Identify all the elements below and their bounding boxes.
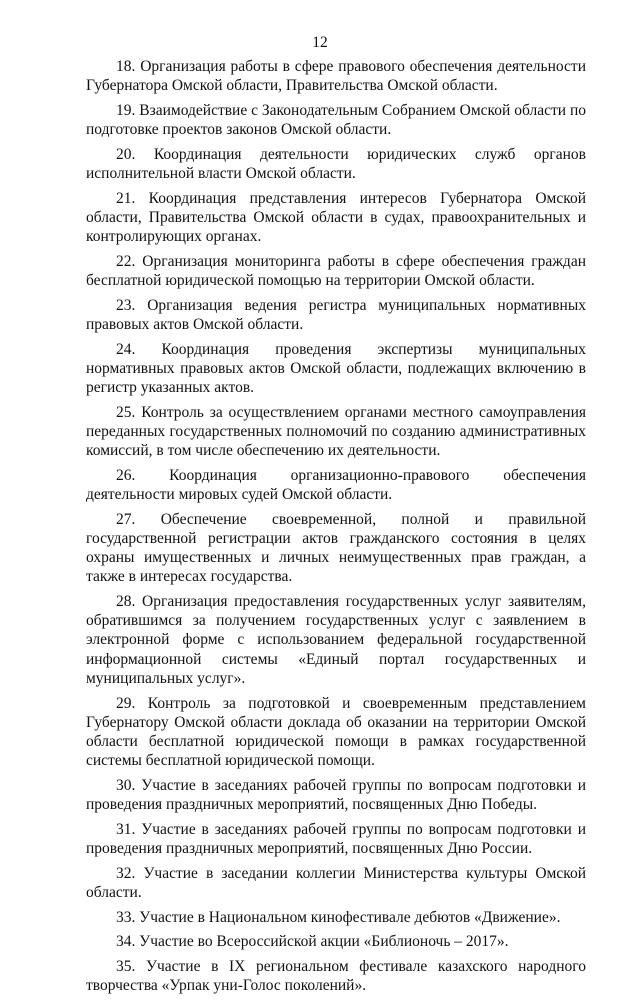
list-item: 34. Участие во Всероссийской акции «Библионочь – 2017». [116,933,509,951]
list-item: 35. Участие в IX региональном фестивале казахского народного творчества «Урпак уни-Голос поколений». [86,958,586,995]
list-item: 26. Координация организационно-правового обеспечения деятельности мировых судей Омской области. [86,466,586,504]
list-item: 28. Организация предоставления государственных услуг заявителям, обратившимся за получением государственных услуг с заявлением в электронной форме с использованием федеральной государственной информационной системы «Единый портал государственных и муниципальных услуг». [86,593,586,687]
list-item: 22. Организация мониторинга работы в сфере обеспечения граждан бесплатной юридической помощью на территории Омской области. [86,252,586,290]
list-item: 19. Взаимодействие с Законодательным Собранием Омской области по подготовке проектов законов Омской области. [86,101,586,139]
list-item: 18. Организация работы в сфере правового обеспечения деятельности Губернатора Омской области, Правительства Омской области. [86,58,586,95]
page-number: 12 [312,34,328,51]
list-item: 31. Участие в заседаниях рабочей группы по вопросам подготовки и проведения праздничных мероприятий, посвященных Дню России. [86,820,586,858]
list-item: 30. Участие в заседаниях рабочей группы по вопросам подготовки и проведения праздничных мероприятий, посвященных Дню Победы. [86,776,586,814]
list-item: 25. Контроль за осуществлением органами местного самоуправления переданных государственных полномочий по созданию административных комиссий, в том числе обеспечению их деятельности. [86,403,586,460]
list-item: 29. Контроль за подготовкой и своевременным представлением Губернатору Омской области доклада об оказании на территории Омской области бесплатной юридической помощи в рамках государственной системы бесплатной юридической помощи. [86,694,586,770]
list-item: 24. Координация проведения экспертизы муниципальных нормативных правовых актов Омской области, подлежащих включению в регистр указанных актов. [86,340,586,397]
numbered-list [86,57,586,1001]
list-item: 33. Участие в Национальном кинофестивале дебютов «Движение». [116,908,561,926]
list-item: 32. Участие в заседании коллегии Министерства культуры Омской области. [86,864,586,901]
list-item: 21. Координация представления интересов Губернатора Омской области, Правительства Омской области в судах, правоохранительных и контролирующих органах. [86,189,586,246]
list-item: 20. Координация деятельности юридических служб органов исполнительной власти Омской области. [86,145,586,183]
list-item: 23. Организация ведения регистра муниципальных нормативных правовых актов Омской области. [86,296,586,333]
list-item: 27. Обеспечение своевременной, полной и правильной государственной регистрации актов гражданского состояния в целях охраны имущественных и личных неимущественных прав граждан, а также в интересах государства. [86,510,586,586]
